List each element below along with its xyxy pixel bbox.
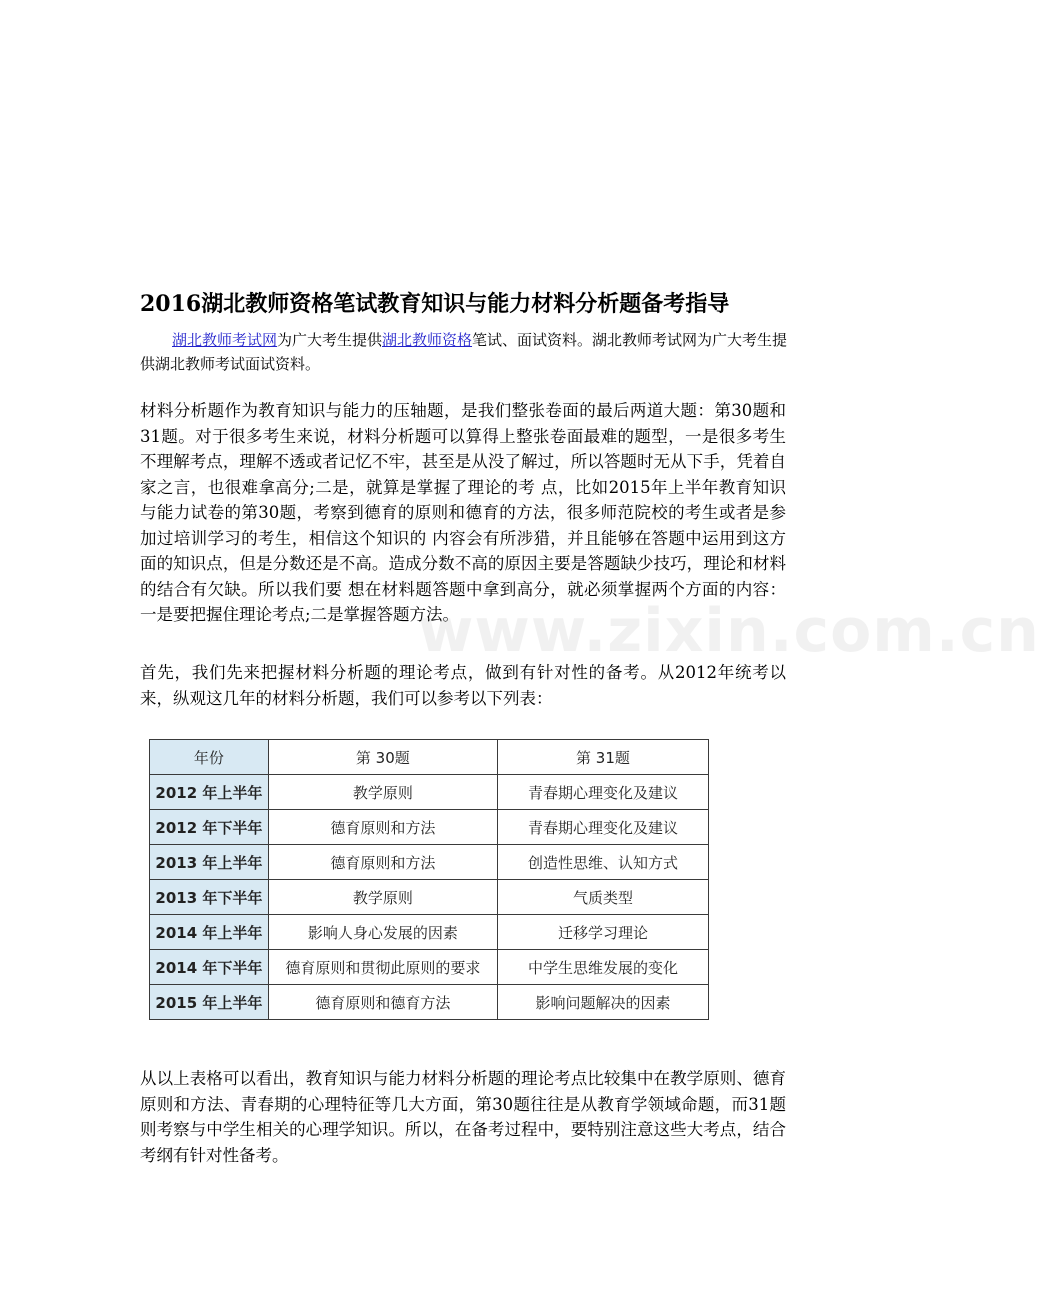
row-q30: 教学原则 — [268, 880, 497, 915]
row-year: 2014 年上半年 — [150, 915, 269, 950]
hubei-teacher-qualification-link[interactable]: 湖北教师资格 — [382, 331, 473, 349]
table-row — [150, 915, 709, 950]
row-q30: 教学原则 — [268, 775, 497, 810]
header-q30: 第 30题 — [268, 740, 497, 775]
table-row — [150, 880, 709, 915]
hubei-teacher-exam-link[interactable]: 湖北教师考试网 — [172, 331, 278, 349]
table-row — [150, 985, 709, 1020]
row-year: 2014 年下半年 — [150, 950, 269, 985]
row-q31: 气质类型 — [497, 880, 708, 915]
table-row — [150, 775, 709, 810]
row-year: 2013 年上半年 — [150, 845, 269, 880]
row-q31: 创造性思维、认知方式 — [497, 845, 708, 880]
table-row — [150, 810, 709, 845]
exam-topics-table — [149, 739, 709, 1020]
table-row — [150, 950, 709, 985]
header-q31: 第 31题 — [497, 740, 708, 775]
row-q31: 影响问题解决的因素 — [497, 985, 708, 1020]
body-paragraph-2: 首先，我们先来把握材料分析题的理论考点，做到有针对性的备考。从2012年统考以来，纵观这几年的材料分析题，我们可以参考以下列表： — [140, 663, 786, 708]
row-year: 2013 年下半年 — [150, 880, 269, 915]
row-year: 2012 年上半年 — [150, 775, 269, 810]
row-q31: 青春期心理变化及建议 — [497, 775, 708, 810]
row-year: 2015 年上半年 — [150, 985, 269, 1020]
row-q31: 中学生思维发展的变化 — [497, 950, 708, 985]
row-q31: 青春期心理变化及建议 — [497, 810, 708, 845]
body-paragraph-1: 材料分析题作为教育知识与能力的压轴题，是我们整张卷面的最后两道大题：第30题和31题。对于很多考生来说，材料分析题可以算得上整张卷面最难的题型，一是很多考生不理解考点，理解不透或者记忆不牢，甚至是从没了解过，所以答题时无从下手，凭着自家之言，也很难拿高分;二是，就算是掌握了理论的考 点，比如2015年上半年教育知识与能力试卷的第30题，考察到德育的原则和德育的方法，很多师范院校的考生或者是参加过培训学习的考生，相信这个知识的 内容会有所涉猎，并且能够在答题中运用到这方面的知识点，但是分数还是不高。造成分数不高的原因主要是答题缺少技巧，理论和材料的结合有欠缺。所以我们要 想在材料题答题中拿到高分，就必须掌握两个方面的内容：一是要把握住理论考点;二是掌握答题方法。 — [140, 401, 786, 624]
exam-topics-table-wrapper — [149, 739, 709, 1020]
table-row — [150, 845, 709, 880]
row-q30: 德育原则和方法 — [268, 810, 497, 845]
row-q30: 德育原则和方法 — [268, 845, 497, 880]
header-year: 年份 — [150, 740, 269, 775]
row-q30: 德育原则和德育方法 — [268, 985, 497, 1020]
body-paragraph-3: 从以上表格可以看出，教育知识与能力材料分析题的理论考点比较集中在教学原则、德育原则和方法、青春期的心理特征等几大方面，第30题往往是从教育学领域命题，而31题则考察与中学生相关的心理学知识。所以，在备考过程中，要特别注意这些大考点，结合考纲有针对性备考。 — [140, 1069, 786, 1165]
page-title: 2016湖北教师资格笔试教育知识与能力材料分析题备考指导 — [140, 291, 730, 317]
intro-paragraph — [140, 328, 788, 376]
intro-text-2: 笔试、面试资料。湖北教师考试网为广大考生提供湖北教师考试面试资料。 — [140, 331, 788, 373]
table-header-row — [150, 740, 709, 775]
intro-text-1: 为广大考生提供 — [277, 331, 383, 349]
row-year: 2012 年下半年 — [150, 810, 269, 845]
row-q30: 德育原则和贯彻此原则的要求 — [268, 950, 497, 985]
row-q31: 迁移学习理论 — [497, 915, 708, 950]
watermark: www.zixin.com.cn — [418, 596, 1040, 666]
row-q30: 影响人身心发展的因素 — [268, 915, 497, 950]
